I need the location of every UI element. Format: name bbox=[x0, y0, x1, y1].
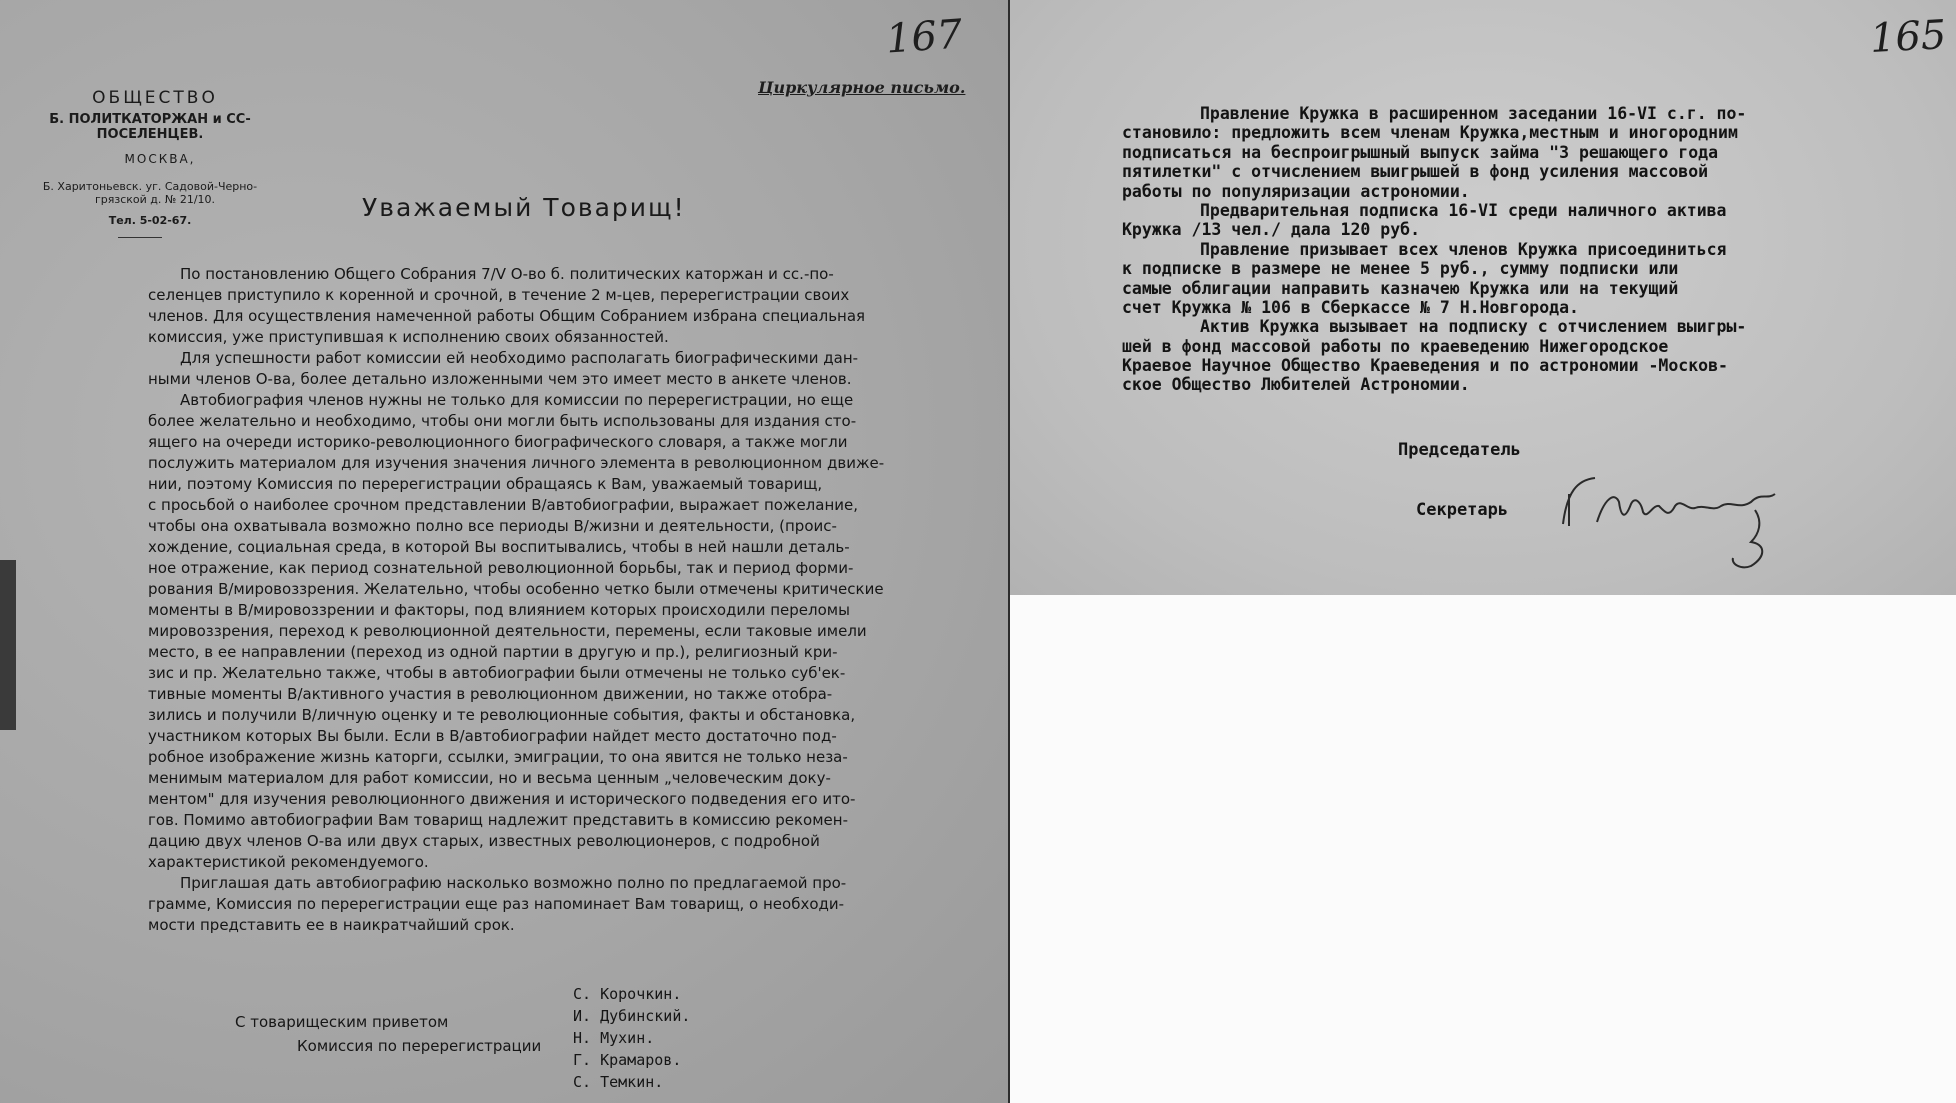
body-line: менимым материалом для работ комиссии, но и весьма ценным „человеческим доку- bbox=[148, 769, 831, 787]
right-document-page bbox=[1010, 0, 1956, 1103]
body-line: зились и получили В/личную оценку и те революционные события, факты и обстановка, bbox=[148, 706, 856, 724]
typed-line: самые облигации направить казначею Кружка или на текущий bbox=[1122, 278, 1679, 298]
body-line: хождение, социальная среда, в которой Вы воспитывались, чтобы в ней нашли деталь- bbox=[148, 538, 850, 556]
body-line: мости представить ее в наикратчайший срок. bbox=[148, 916, 515, 934]
typed-line: работы по популяризации астрономии. bbox=[1122, 181, 1470, 201]
typed-line: ское Общество Любителей Астрономии. bbox=[1122, 375, 1470, 395]
body-line: зис и пр. Желательно также, чтобы в автобиографии были отмечены не только суб'ек- bbox=[148, 664, 846, 682]
body-line: место, в ее направлении (переход из одной партии в другую и пр.), религиозный кри- bbox=[148, 643, 838, 661]
body-line: мировоззрения, переход к революционной деятельности, перемены, если таковые имели bbox=[148, 622, 867, 640]
body-line: робное изображение жизнь каторги, ссылки, эмиграции, то она явится не только неза- bbox=[148, 748, 848, 766]
body-line: селенцев приступило к коренной и срочной, в течение 2 м-цев, перерегистрации своих bbox=[148, 286, 850, 304]
body-line: послужить материалом для изучения значения личного элемента в революционном движе- bbox=[148, 454, 885, 472]
body-line: более желательно и необходимо, чтобы они могли быть использованы для издания сто- bbox=[148, 412, 857, 430]
body-line: комиссия, уже приступившая к исполнению своих обязанностей. bbox=[148, 328, 669, 346]
page-number-handwritten: 165 bbox=[1868, 12, 1948, 62]
typed-line: Актив Кружка вызывает на подписку с отчислением выигры- bbox=[1200, 317, 1747, 337]
typed-line: Правление призывает всех членов Кружка присоединиться bbox=[1200, 239, 1727, 259]
body-line: грамме, Комиссия по перерегистрации еще раз напоминает Вам товарищ, о необходи- bbox=[148, 895, 845, 913]
body-line: ментом" для изучения революционного движения и исторического подведения его ито- bbox=[148, 790, 856, 808]
signatory-name: С. Темкин. bbox=[573, 1073, 664, 1091]
body-line: гов. Помимо автобиографии Вам товарищ надлежит представить в комиссию рекомен- bbox=[148, 811, 848, 829]
typed-line: Краевое Научное Общество Краеведения и по астрономии -Москов- bbox=[1122, 356, 1728, 376]
body-line: ными членов О-ва, более детально изложенными чем это имеет место в анкете членов. bbox=[148, 370, 852, 388]
body-line: членов. Для осуществления намеченной работы Общим Собранием избрана специальная bbox=[148, 307, 866, 325]
body-line: характеристикой рекомендуемого. bbox=[148, 853, 429, 871]
blank-sheet-area bbox=[1010, 595, 1956, 1103]
typed-line: Предварительная подписка 16-VI среди наличного актива bbox=[1200, 200, 1727, 220]
body-line: рования В/мировоззрения. Желательно, чтобы особенно четко были отмечены критические bbox=[148, 580, 884, 598]
secretary-label: Секретарь bbox=[1416, 500, 1509, 520]
org-name-line1: ОБЩЕСТВО bbox=[92, 88, 218, 108]
body-line: тивные моменты В/активного участия в революционном движении, но также отобра- bbox=[148, 685, 833, 703]
typed-line: Кружка /13 чел./ дала 120 руб. bbox=[1122, 220, 1421, 240]
body-line: ящего на очереди историко-революционного биографического словаря, а также могли bbox=[148, 433, 848, 451]
org-address-line1: Б. Харитоньевск. уг. Садовой-Черно- bbox=[42, 180, 258, 193]
typed-line: к подписке в размере не менее 5 руб., сумму подписки или bbox=[1122, 259, 1679, 279]
typed-line: Правление Кружка в расширенном заседании 16-VI с.г. по- bbox=[1200, 104, 1747, 123]
typed-line: становило: предложить всем членам Кружка,местным и иногородним bbox=[1122, 123, 1738, 143]
binding-shadow bbox=[0, 560, 16, 730]
body-line: нии, поэтому Комиссия по перерегистрации обращаясь к Вам, уважаемый товарищ, bbox=[148, 475, 823, 493]
typed-line: пятилетки" с отчислением выигрышей в фонд усиления массовой bbox=[1122, 162, 1709, 182]
signatory-name: Г. Крамаров. bbox=[573, 1051, 682, 1069]
body-line: Для успешности работ комиссии ей необходимо располагать биографическими дан- bbox=[180, 349, 859, 367]
body-line: с просьбой о наиболее срочном представлении В/автобиографии, выражает пожелание, bbox=[148, 496, 859, 514]
body-line: дацию двух членов О-ва или двух старых, известных революционеров, с подробной bbox=[148, 832, 820, 850]
chairman-label: Председатель bbox=[1398, 440, 1521, 460]
letterhead bbox=[0, 88, 280, 238]
body-line: ное отражение, как период сознательной революционной борьбы, так и период форми- bbox=[148, 559, 854, 577]
body-line: Приглашая дать автобиографию насколько возможно полно по предлагаемой про- bbox=[180, 874, 847, 892]
letter-body bbox=[148, 264, 938, 936]
org-phone: Тел. 5-02-67. bbox=[108, 214, 192, 227]
signatory-name: Н. Мухин. bbox=[573, 1029, 655, 1047]
body-line: По постановлению Общего Собрания 7/V О-во б. политических каторжан и сс.-по- bbox=[180, 265, 834, 283]
signatories-list bbox=[573, 983, 690, 1093]
letterhead-divider bbox=[118, 237, 162, 238]
typed-body bbox=[1122, 104, 1746, 395]
signatory-name: И. Дубинский. bbox=[573, 1007, 691, 1025]
page-number-handwritten: 167 bbox=[884, 11, 964, 63]
closing-greeting: С товарищеским приветом bbox=[235, 1013, 449, 1031]
salutation: Уважаемый Товарищ! bbox=[362, 193, 686, 222]
org-address-line2: грязской д. № 21/10. bbox=[94, 193, 216, 206]
org-name-line2: Б. ПОЛИТКАТОРЖАН и СС-ПОСЕЛЕНЦЕВ. bbox=[49, 112, 251, 142]
letter-type-label: Циркулярное письмо. bbox=[758, 78, 966, 97]
typed-line: подписаться на беспроигрышный выпуск займа "3 решающего года bbox=[1122, 142, 1719, 162]
body-line: чтобы она охватывала возможно полно все периоды В/жизни и деятельности, (проис- bbox=[148, 517, 837, 535]
closing-commission: Комиссия по перерегистрации bbox=[297, 1037, 542, 1055]
body-line: Автобиография членов нужны не только для комиссии по перерегистрации, но еще bbox=[180, 391, 854, 409]
typed-line: шей в фонд массовой работы по краеведению Нижегородское bbox=[1122, 336, 1669, 356]
org-city: МОСКВА, bbox=[124, 152, 196, 166]
typed-line: счет Кружка № 106 в Сберкассе № 7 Н.Новгорода. bbox=[1122, 297, 1579, 317]
body-line: участником которых Вы были. Если в В/автобиографии найдет место достаточно под- bbox=[148, 727, 837, 745]
body-line: моменты в В/мировоззрении и факторы, под влиянием которых происходили переломы bbox=[148, 601, 850, 619]
handwritten-signature bbox=[1555, 462, 1815, 577]
signatory-name: С. Корочкин. bbox=[573, 985, 682, 1003]
